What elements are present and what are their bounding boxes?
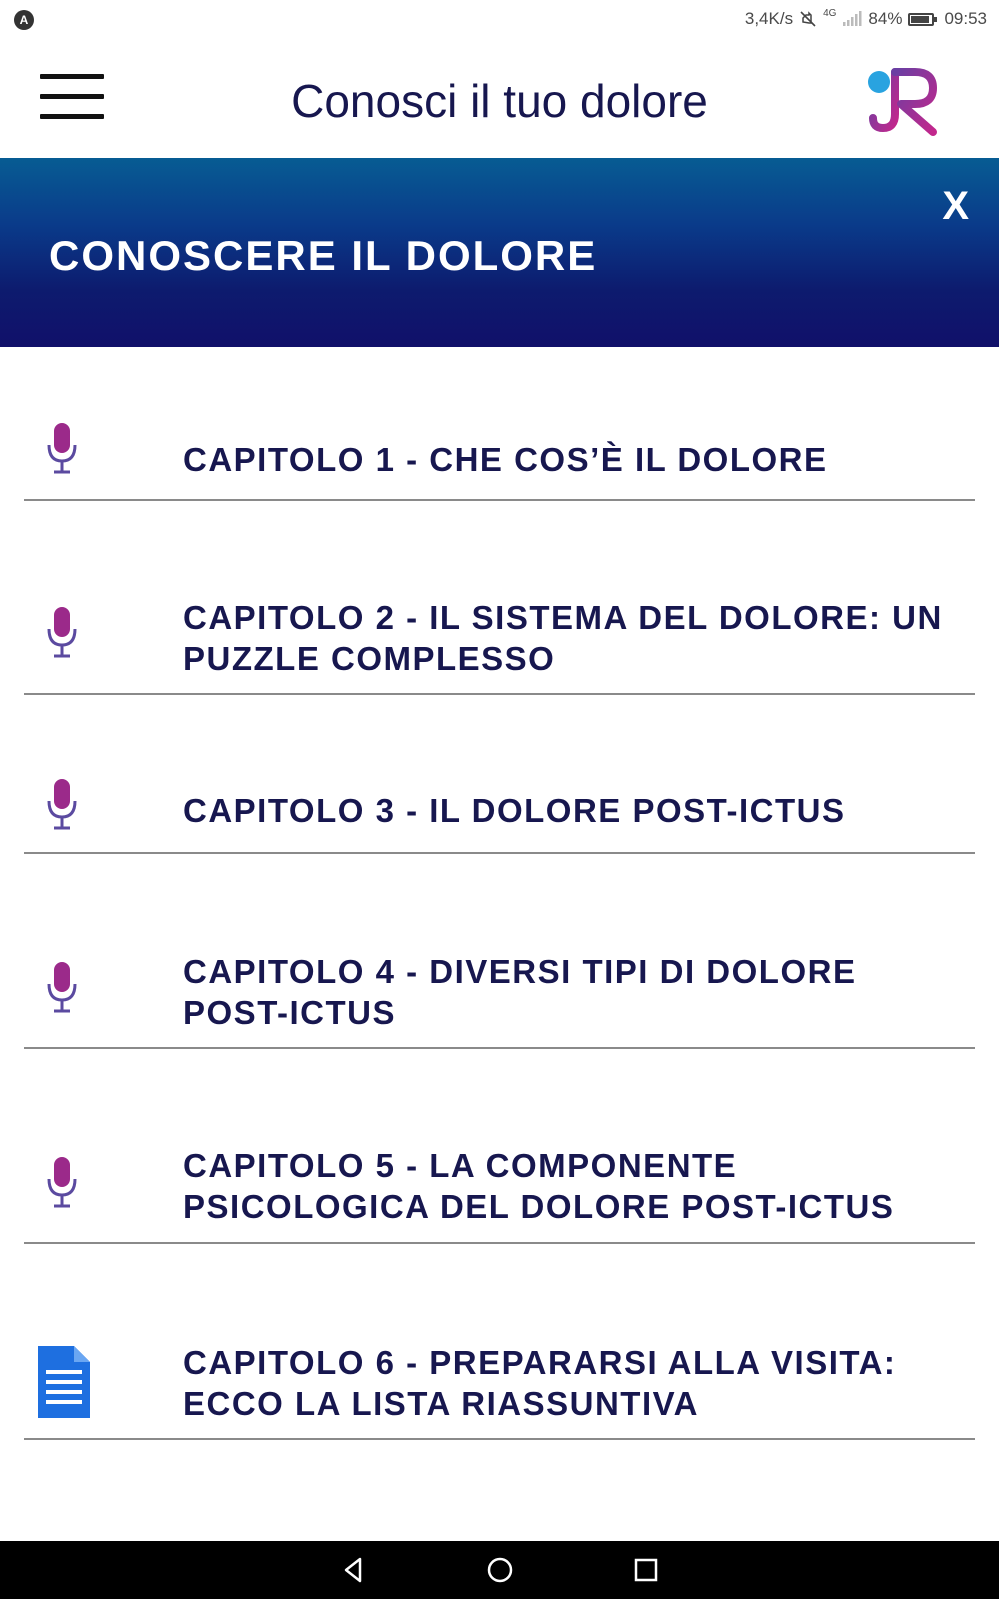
- section-banner: [0, 158, 999, 347]
- battery-percent: 84%: [868, 9, 903, 28]
- back-icon[interactable]: [338, 1554, 370, 1586]
- app-notification-icon: A: [14, 10, 34, 30]
- chapter-label: CAPITOLO 4 - DIVERSI TIPI DI DOLORE POST-ICTUS: [183, 953, 857, 1031]
- chapter-label: CAPITOLO 3 - IL DOLORE POST-ICTUS: [183, 792, 846, 829]
- chapter-label: CAPITOLO 2 - IL SISTEMA DEL DOLORE: UN PUZZLE COMPLESSO: [183, 599, 943, 677]
- network-type: 4G: [823, 7, 837, 19]
- microphone-icon: [44, 605, 80, 661]
- home-icon[interactable]: [484, 1554, 516, 1586]
- chapter-item-6[interactable]: [24, 1244, 975, 1440]
- chapter-label: CAPITOLO 1 - CHE COS’È IL DOLORE: [183, 441, 828, 478]
- app-logo: [865, 62, 945, 140]
- signal-icon: [842, 11, 862, 27]
- recents-icon[interactable]: [630, 1554, 662, 1586]
- network-speed: 3,4K/s: [744, 9, 794, 28]
- close-button[interactable]: X: [942, 184, 969, 228]
- chapter-item-2[interactable]: [24, 501, 975, 695]
- microphone-icon: [44, 960, 80, 1016]
- section-title: CONOSCERE IL DOLORE: [49, 232, 598, 279]
- chapter-label: CAPITOLO 6 - PREPARARSI ALLA VISITA: ECCO LA LISTA RIASSUNTIVA: [183, 1344, 897, 1422]
- status-bar: [0, 0, 999, 40]
- chapter-item-3[interactable]: [24, 695, 975, 854]
- microphone-icon: [44, 1155, 80, 1211]
- status-right: [745, 9, 987, 29]
- system-nav-bar: [0, 1541, 999, 1599]
- document-icon: [36, 1344, 92, 1420]
- clock: 09:53: [944, 9, 987, 28]
- chapter-label: CAPITOLO 5 - LA COMPONENTE PSICOLOGICA DEL DOLORE POST-ICTUS: [183, 1147, 895, 1225]
- battery-icon: [908, 13, 934, 26]
- mute-icon: [799, 10, 817, 28]
- microphone-icon: [44, 777, 80, 833]
- microphone-icon: [44, 421, 80, 477]
- chapter-item-1[interactable]: [24, 347, 975, 501]
- page-title: Conosci il tuo dolore: [291, 75, 708, 127]
- chapter-item-4[interactable]: [24, 854, 975, 1049]
- app-header: [0, 40, 999, 158]
- chapter-item-5[interactable]: [24, 1049, 975, 1244]
